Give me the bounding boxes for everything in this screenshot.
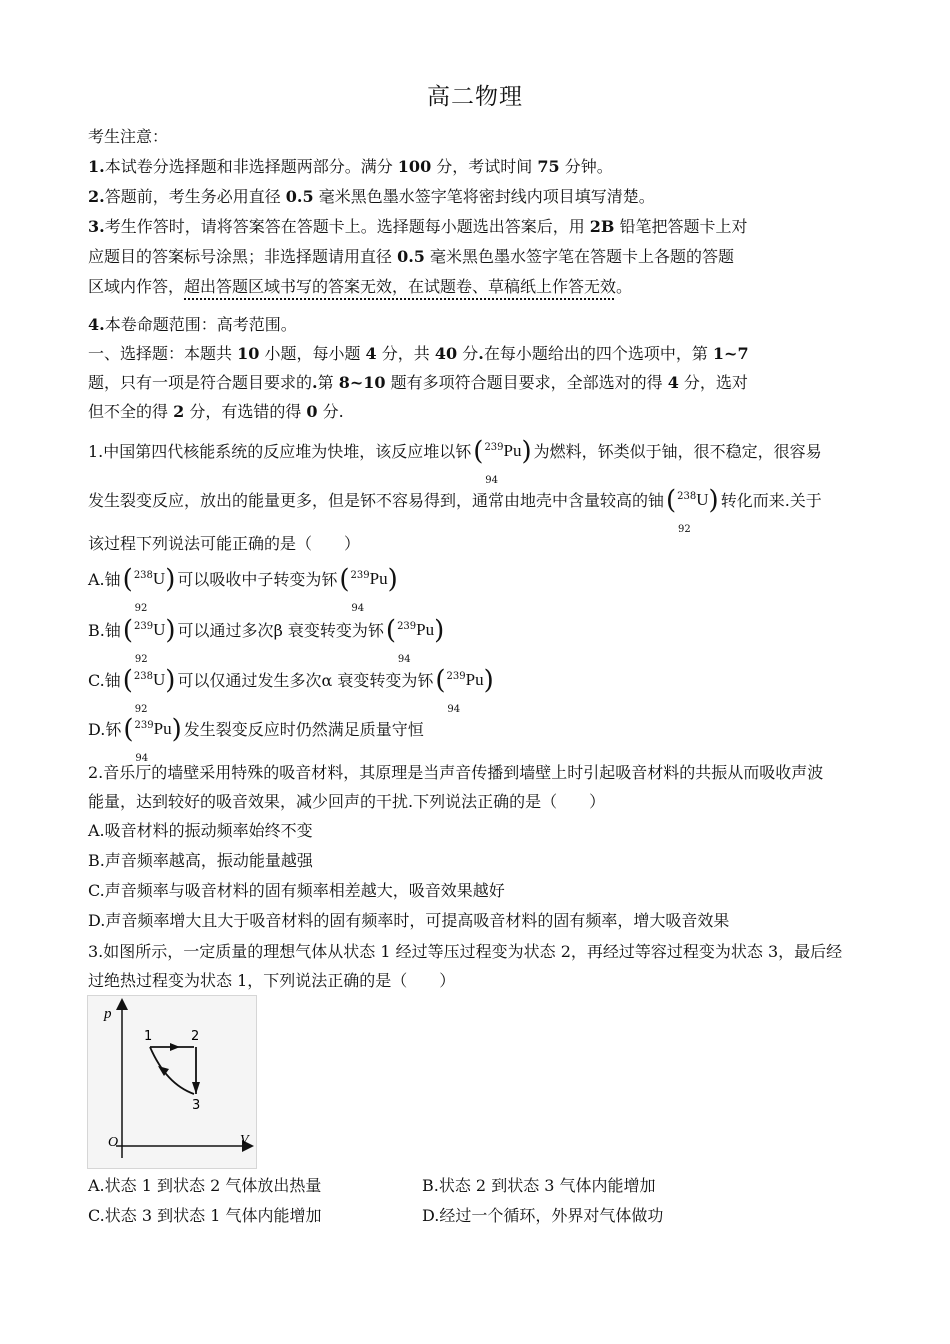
- nuclide-pu239: ($^{239}$Pu) 94: [385, 615, 445, 665]
- nuclide-u238: ($^{238}$U) 92: [122, 665, 176, 715]
- q3-line2: 过绝热过程变为状态 1，下列说法正确的是（ ）: [88, 971, 456, 990]
- notice-3-line2: 应题目的答案标号涂黑；非选择题请用直径 0.5 毫米黑色墨水签字笔在答题卡上各题的答题: [88, 247, 735, 266]
- process-3-1: [150, 1047, 194, 1094]
- q1-line2: 发生裂变反应，放出的能量更多，但是钚不容易得到，通常由地壳中含量较高的铀($^{238}$U) 92 转化而来.关于: [88, 485, 822, 535]
- q2-option-c: C.声音频率与吸音材料的固有频率相差越大，吸音效果越好: [88, 881, 505, 900]
- notice-4: 4.本卷命题范围：高考范围。: [88, 315, 297, 334]
- page-title: 高二物理: [427, 84, 523, 110]
- pv-diagram-svg: [88, 996, 256, 1168]
- q3-line1: 3.如图所示，一定质量的理想气体从状态 1 经过等压过程变为状态 2，再经过等容过程变为状态 3，最后经: [88, 942, 843, 961]
- q2-line2: 能量，达到较好的吸音效果，减少回声的干扰.下列说法正确的是（ ）: [88, 792, 606, 811]
- q3-option-a: A.状态 1 到状态 2 气体放出热量: [88, 1176, 322, 1195]
- state-1-label: 1: [144, 1029, 153, 1044]
- section1-line3: 但不全的得 2 分，有选错的得 0 分.: [88, 402, 344, 421]
- q3-option-b: B.状态 2 到状态 3 气体内能增加: [422, 1176, 656, 1195]
- notice-2: 2.答题前，考生务必用直径 0.5 毫米黑色墨水签字笔将密封线内项目填写清楚。: [88, 187, 655, 206]
- q1-option-b: B.铀($^{239}$U) 92 可以通过多次β 衰变转变为钚($^{239}$Pu) 94: [88, 615, 445, 665]
- nuclide-pu239: ($^{239}$Pu) 94: [339, 564, 398, 614]
- state-3-label: 3: [192, 1098, 201, 1113]
- section1-line2: 题，只有一项是符合题目要求的.第 8~10 题有多项符合题目要求，全部选对的得 4 分，选对: [88, 373, 748, 392]
- section1-line1: 一、选择题：本题共 10 小题，每小题 4 分，共 40 分.在每小题给出的四个选项中，第 1~7: [88, 344, 749, 363]
- nuclide-u239: ($^{239}$U) 92: [122, 615, 176, 665]
- notice-header: 考生注意：: [88, 127, 169, 146]
- nuclide-pu239: ($^{239}$Pu) 94: [123, 714, 182, 764]
- emphasis-text: 超出答题区域书写的答案无效，在试题卷、草稿纸上作答无效: [184, 277, 617, 296]
- nuclide-u238: ($^{238}$U) 92: [666, 485, 719, 535]
- q3-option-c: C.状态 3 到状态 1 气体内能增加: [88, 1206, 322, 1225]
- q1-line1: 1.中国第四代核能系统的反应堆为快堆，该反应堆以钚($^{239}$Pu) 94 为燃料，钚类似于铀，很不稳定，很容易: [88, 436, 822, 486]
- nuclide-u238: ($^{238}$U) 92: [122, 564, 176, 614]
- q1-option-a: A.铀($^{238}$U) 92 可以吸收中子转变为钚($^{239}$Pu) 94: [88, 564, 398, 614]
- v-axis-label: V: [240, 1133, 249, 1148]
- q1-option-d: D.钚($^{239}$Pu) 94 发生裂变反应时仍然满足质量守恒: [88, 714, 424, 764]
- origin-label: O: [108, 1135, 119, 1150]
- q1-line3: 该过程下列说法可能正确的是（ ）: [88, 534, 361, 553]
- q3-option-d: D.经过一个循环，外界对气体做功: [422, 1206, 664, 1225]
- nuclide-pu239: ($^{239}$Pu) 94: [473, 436, 532, 486]
- state-2-label: 2: [191, 1029, 200, 1044]
- notice-3-line3: 区域内作答，超出答题区域书写的答案无效，在试题卷、草稿纸上作答无效。: [88, 277, 633, 296]
- q2-option-a: A.吸音材料的振动频率始终不变: [88, 821, 313, 840]
- q2-option-b: B.声音频率越高，振动能量越强: [88, 851, 313, 870]
- pv-diagram: [87, 995, 257, 1169]
- q1-option-c: C.铀($^{238}$U) 92 可以仅通过发生多次α 衰变转变为钚($^{239}$Pu) 94: [88, 665, 494, 715]
- notice-1: 1.本试卷分选择题和非选择题两部分。满分 100 分，考试时间 75 分钟。: [88, 157, 613, 176]
- notice-3-line1: 3.考生作答时，请将答案答在答题卡上。选择题每小题选出答案后，用 2B 铅笔把答题卡上对: [88, 217, 748, 236]
- q2-line1: 2.音乐厅的墙壁采用特殊的吸音材料，其原理是当声音传播到墙壁上时引起吸音材料的共振从而吸收声波: [88, 763, 824, 782]
- q2-option-d: D.声音频率增大且大于吸音材料的固有频率时，可提高吸音材料的固有频率，增大吸音效果: [88, 911, 730, 930]
- nuclide-pu239: ($^{239}$Pu) 94: [435, 665, 494, 715]
- p-axis-label: p: [104, 1006, 112, 1022]
